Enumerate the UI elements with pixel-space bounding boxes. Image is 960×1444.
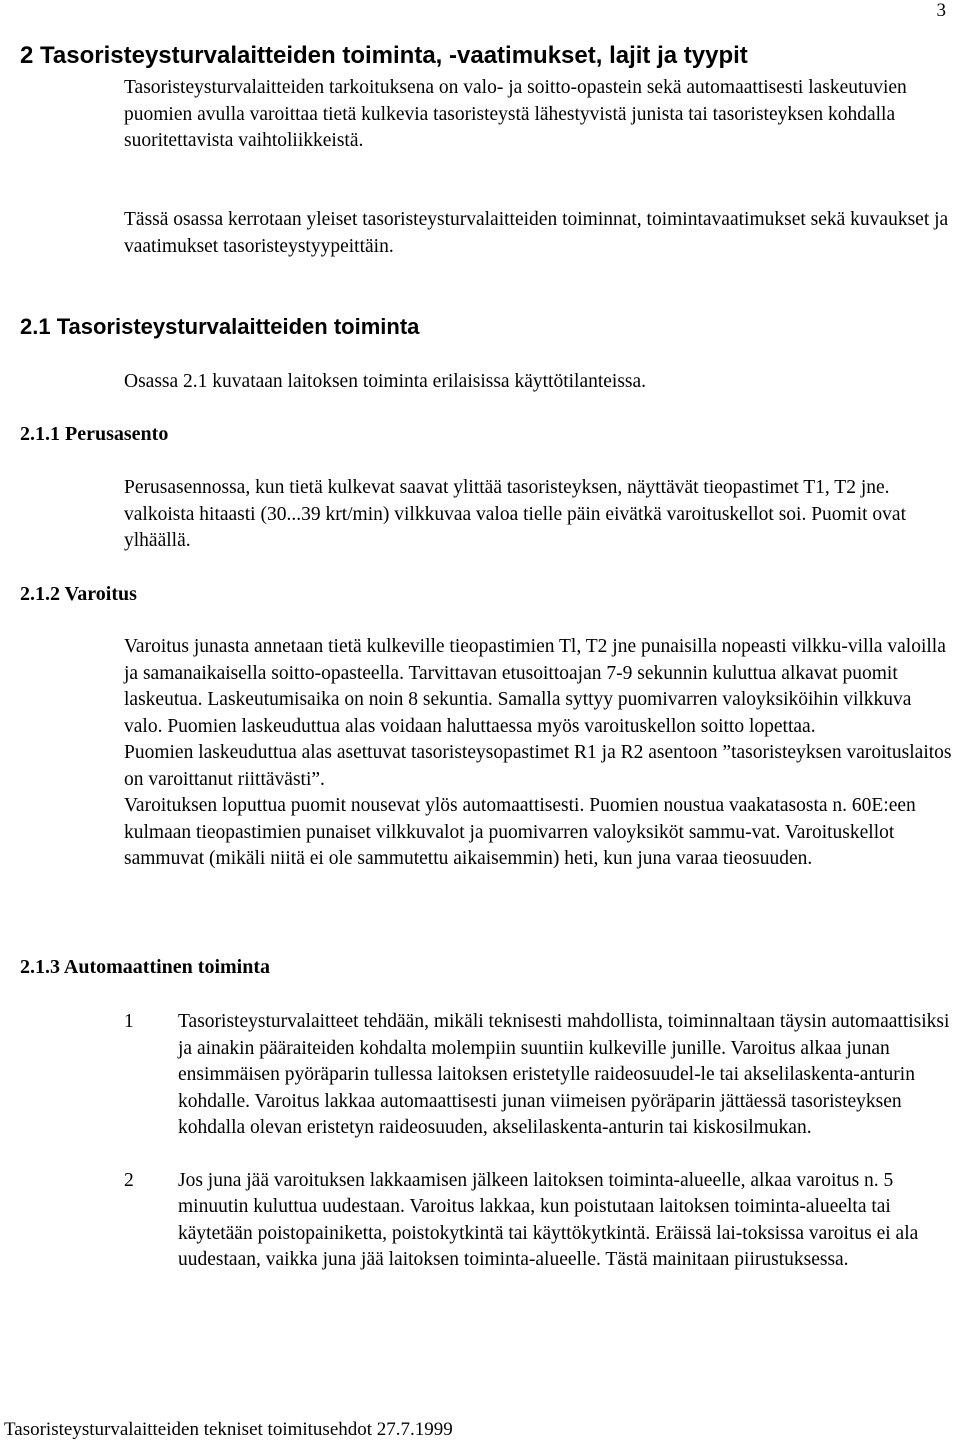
list-item-number: 2 — [124, 1169, 134, 1191]
list-item — [124, 1009, 954, 1142]
section-2-1-1-text: Perusasennossa, kun tietä kulkevat saavat ylittää tasoristeyksen, näyttävät tieopastimet T1, T2 jne. valkoista hitaasti (30...39 krt/min) vilkkuvaa valoa tielle päin eivätkä varoituskellot soi. Puomit ovat ylhäällä. — [124, 477, 907, 551]
warning-paragraph-3: Varoituksen loputtua puomit nousevat ylös automaattisesti. Puomien noustua vaakatasosta n. 60E:een kulmaan tieopastimien punaiset vilkkuvalot ja puomivarren valoyksiköt sammu-vat. Varoituskellot sammuvat (mikäli niitä ei ole sammutettu aikaisemmin) heti, kun juna varaa tieosuuden. — [124, 795, 916, 869]
intro-text-1: Tasoristeysturvalaitteiden tarkoituksena on valo- ja soitto-opastein sekä automaattisesti laskeutuvien puomien avulla varoittaa tietä kulkevia tasoristeystä lähestyvistä junista tai tasoristeyksen kohdalla suoritettavista vaihtoliikkeistä. — [124, 77, 907, 151]
section-2-1-text: Osassa 2.1 kuvataan laitoksen toiminta erilaisissa käyttötilanteissa. — [124, 371, 647, 392]
warning-paragraph-1: Varoitus junasta annetaan tietä kulkeville tieopastimien Tl, T2 jne punaisilla nopeasti vilkku-villa valoilla ja samanaikaisella soitto-opasteella. Tarvittavan etusoittoajan 7-9 sekunnin kuluttua alkavat puomit laskeutua. Laskeutumisaika on noin 8 sekuntia. Samalla syttyy puomivarren valoyksiköihin vilkkuva valo. Puomien laskeuduttua alas voidaan haluttaessa myös varoituskellon soitto lopettaa. — [124, 636, 946, 737]
section-2-1-3-heading: 2.1.3 Automaattinen toiminta — [20, 956, 270, 978]
list-item-text: Jos juna jää varoituksen lakkaamisen jälkeen laitoksen toiminta-alueelle, alkaa varoitus n. 5 minuutin kuluttua uudestaan. Varoitus lakkaa, kun poistutaan laitoksen toiminta-alueelta tai käytetään poistopainiketta, poistokytkintä tai käyttökytkintä. Eräissä lai-toksissa varoitus ei ala uudestaan, vaikka juna jää laitoksen toiminta-alueelle. Tästä mainitaan piirustuksessa. — [178, 1169, 919, 1270]
list-item — [124, 1168, 954, 1274]
automatic-operation-list — [124, 1009, 954, 1300]
list-item-number: 1 — [124, 1011, 134, 1032]
intro-paragraph-1 — [124, 75, 954, 155]
section-2-1-2-body — [124, 634, 954, 873]
section-2-1-2-heading: 2.1.2 Varoitus — [20, 583, 137, 605]
section-2-1-heading: 2.1 Tasoristeysturvalaitteiden toiminta — [20, 314, 420, 339]
page-footer: Tasoristeysturvalaitteiden tekniset toimitusehdot 27.7.1999 — [4, 1419, 453, 1440]
page-number: 3 — [936, 0, 946, 21]
section-2-1-1-heading: 2.1.1 Perusasento — [20, 423, 169, 445]
list-item-text: Tasoristeysturvalaitteet tehdään, mikäli teknisesti mahdollista, toiminnaltaan täysin automaattisiksi ja ainakin pääraiteiden kohdalta molempiin suuntiin kulkeville junille. Varoitus alkaa junan ensimmäisen pyöräparin tullessa laitoksen eristetylle raideosuudel-le tai akselilaskenta-anturin kohdalle. Varoitus lakkaa automaattisesti junan viimeisen pyöräparin jättäessä tasoristeyksen kohdalla olevan eristetyn raideosuuden, akselilaskenta-anturin tai kiskosilmukan. — [178, 1011, 950, 1138]
chapter-title: 2 Tasoristeysturvalaitteiden toiminta, -vaatimukset, lajit ja tyypit — [20, 42, 748, 69]
intro-paragraph-2 — [124, 207, 954, 260]
intro-text-2: Tässä osassa kerrotaan yleiset tasoristeysturvalaitteiden toiminnat, toimintavaatimukset sekä kuvaukset ja vaatimukset tasoristeystyypeittäin. — [124, 209, 949, 257]
warning-paragraph-2: Puomien laskeuduttua alas asettuvat tasoristeysopastimet R1 ja R2 asentoon ”tasoristeyksen varoituslaitos on varoittanut riittävästi”. — [124, 742, 952, 790]
